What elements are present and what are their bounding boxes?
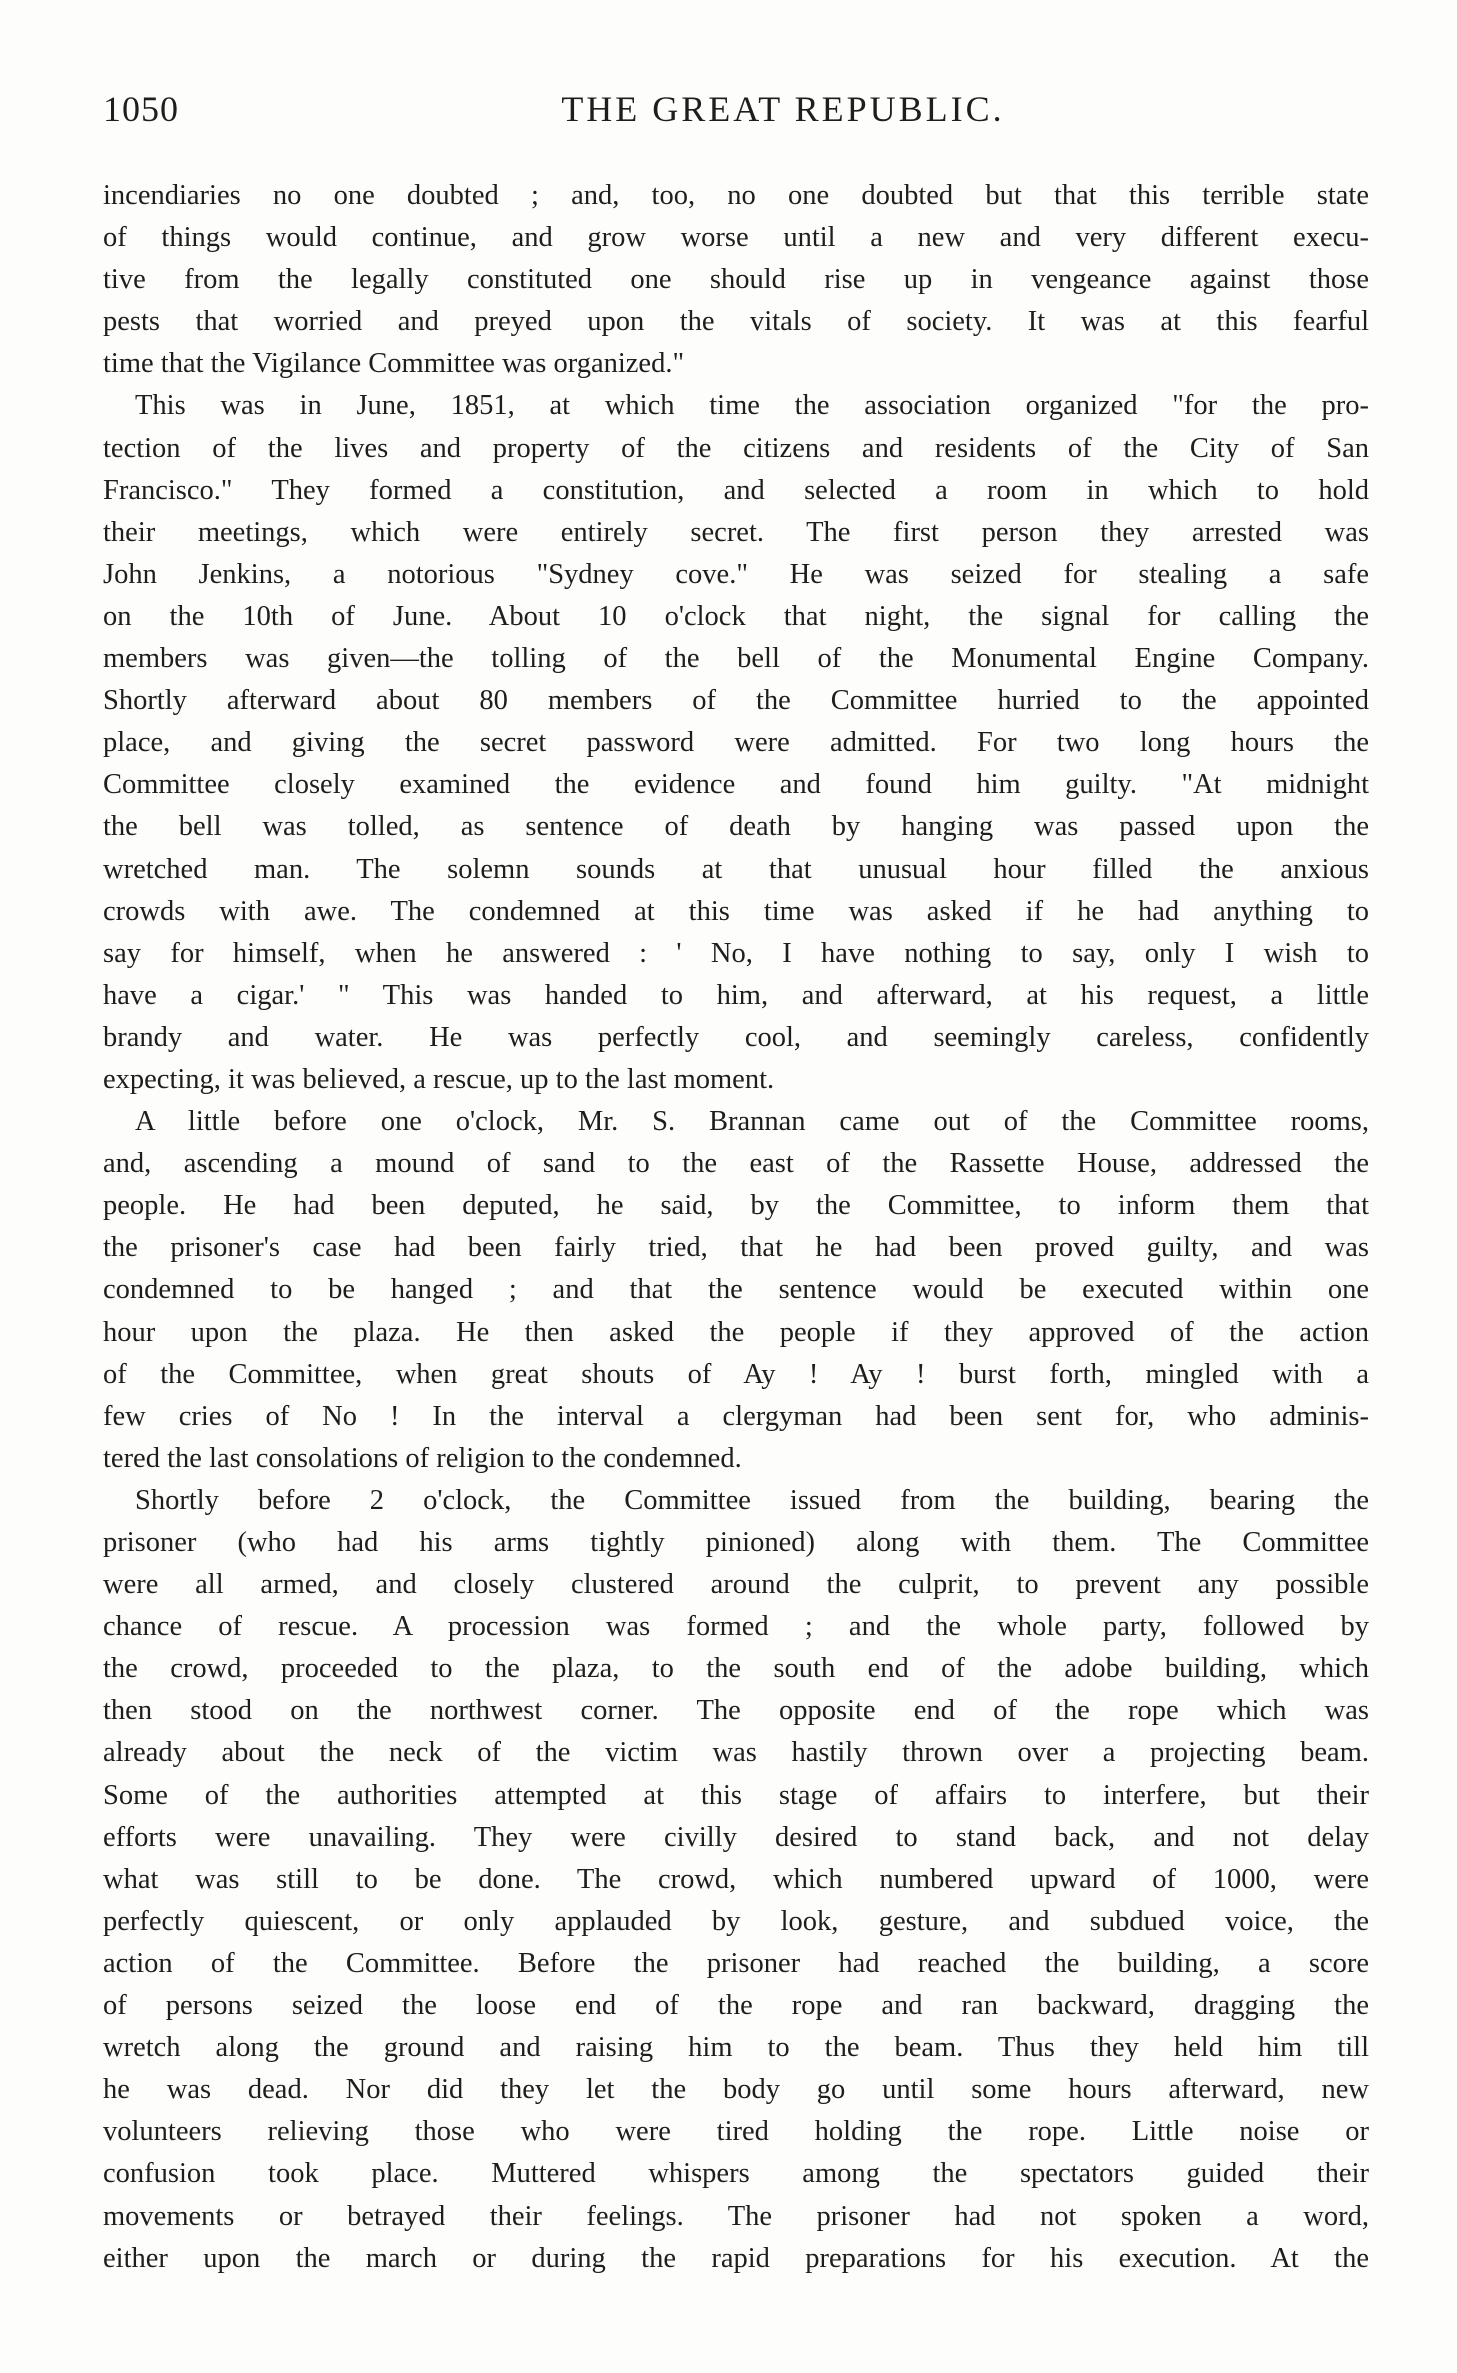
text-line: time that the Vigilance Committee was organized." [103,348,685,380]
text-line: tive from the legally constituted one should rise up in vengeance against those [103,264,1369,296]
text-line: tered the last consolations of religion to the condemned. [103,1442,742,1474]
text-line: were all armed, and closely clustered around the culprit, to prevent any possible [103,1569,1369,1601]
text-line: the prisoner's case had been fairly tried, that he had been proved guilty, and was [103,1232,1369,1264]
text-line: chance of rescue. A procession was formed ; and the whole party, followed by [103,1611,1369,1643]
text-line: This was in June, 1851, at which time the association organized "for the pro- [135,390,1369,422]
text-line: few cries of No ! In the interval a clergyman had been sent for, who adminis- [103,1400,1369,1432]
text-line: of the Committee, when great shouts of Ay ! Ay ! burst forth, mingled with a [103,1358,1369,1390]
text-line: on the 10th of June. About 10 o'clock that night, the signal for calling the [103,600,1369,632]
text-line: wretch along the ground and raising him to the beam. Thus they held him till [103,2032,1369,2064]
text-line: Committee closely examined the evidence and found him guilty. "At midnight [103,769,1369,801]
text-line: Shortly before 2 o'clock, the Committee issued from the building, bearing the [135,1484,1369,1516]
text-line: and, ascending a mound of sand to the east of the Rassette House, addressed the [103,1148,1369,1180]
text-line: hour upon the plaza. He then asked the people if they approved of the action [103,1316,1369,1348]
text-line: the crowd, proceeded to the plaza, to the south end of the adobe building, which [103,1653,1369,1685]
text-line: say for himself, when he answered : ' No, I have nothing to say, only I wish to [103,937,1369,969]
text-line: wretched man. The solemn sounds at that unusual hour filled the anxious [103,853,1369,885]
text-line: what was still to be done. The crowd, which numbered upward of 1000, were [103,1863,1369,1895]
running-title: THE GREAT REPUBLIC. [561,89,1005,129]
text-line: efforts were unavailing. They were civilly desired to stand back, and not delay [103,1821,1369,1853]
text-line: of persons seized the loose end of the rope and ran backward, dragging the [103,1990,1369,2022]
text-line: members was given—the tolling of the bell of the Monumental Engine Company. [103,643,1369,675]
body-text [103,175,1369,2280]
text-line: action of the Committee. Before the prisoner had reached the building, a score [103,1947,1369,1979]
text-line: Francisco." They formed a constitution, and selected a room in which to hold [103,474,1369,506]
text-line: people. He had been deputed, he said, by the Committee, to inform them that [103,1190,1369,1222]
paragraph [103,1101,1369,1480]
text-line: he was dead. Nor did they let the body go until some hours afterward, new [103,2074,1369,2106]
text-line: Shortly afterward about 80 members of the Committee hurried to the appointed [103,685,1369,717]
text-line: perfectly quiescent, or only applauded by look, gesture, and subdued voice, the [103,1905,1369,1937]
text-line: volunteers relieving those who were tired holding the rope. Little noise or [103,2116,1369,2148]
text-line: of things would continue, and grow worse until a new and very different execu- [103,222,1369,254]
text-line: movements or betrayed their feelings. The prisoner had not spoken a word, [103,2200,1369,2232]
text-line: prisoner (who had his arms tightly pinioned) along with them. The Committee [103,1527,1369,1558]
text-line: expecting, it was believed, a rescue, up to the last moment. [103,1063,775,1095]
text-line: place, and giving the secret password were admitted. For two long hours the [103,727,1369,759]
text-line: the bell was tolled, as sentence of death by hanging was passed upon the [103,811,1369,843]
text-line: already about the neck of the victim was hastily thrown over a projecting beam. [103,1737,1369,1769]
text-line: brandy and water. He was perfectly cool, and seemingly careless, confidently [103,1021,1369,1053]
page-number: 1050 [103,89,179,129]
text-line: their meetings, which were entirely secret. The first person they arrested was [103,516,1369,548]
text-line: A little before one o'clock, Mr. S. Brannan came out of the Committee rooms, [135,1106,1369,1138]
text-line: have a cigar.' " This was handed to him, and afterward, at his request, a little [103,979,1369,1011]
text-line: John Jenkins, a notorious "Sydney cove." He was seized for stealing a safe [103,558,1369,590]
running-head [103,88,1369,138]
paragraph [103,175,1369,385]
text-line: either upon the march or during the rapid preparations for his execution. At the [103,2242,1369,2274]
text-line: incendiaries no one doubted ; and, too, no one doubted but that this terrible state [103,180,1369,211]
paragraph [103,1480,1369,2280]
text-line: pests that worried and preyed upon the vitals of society. It was at this fearful [103,306,1369,338]
text-line: Some of the authorities attempted at this stage of affairs to interfere, but their [103,1779,1369,1811]
paragraph [103,385,1369,1101]
text-line: crowds with awe. The condemned at this time was asked if he had anything to [103,895,1369,927]
text-line: condemned to be hanged ; and that the sentence would be executed within one [103,1274,1369,1306]
text-line: confusion took place. Muttered whispers among the spectators guided their [103,2158,1369,2190]
text-line: then stood on the northwest corner. The opposite end of the rope which was [103,1695,1369,1727]
text-line: tection of the lives and property of the citizens and residents of the City of San [103,432,1369,464]
